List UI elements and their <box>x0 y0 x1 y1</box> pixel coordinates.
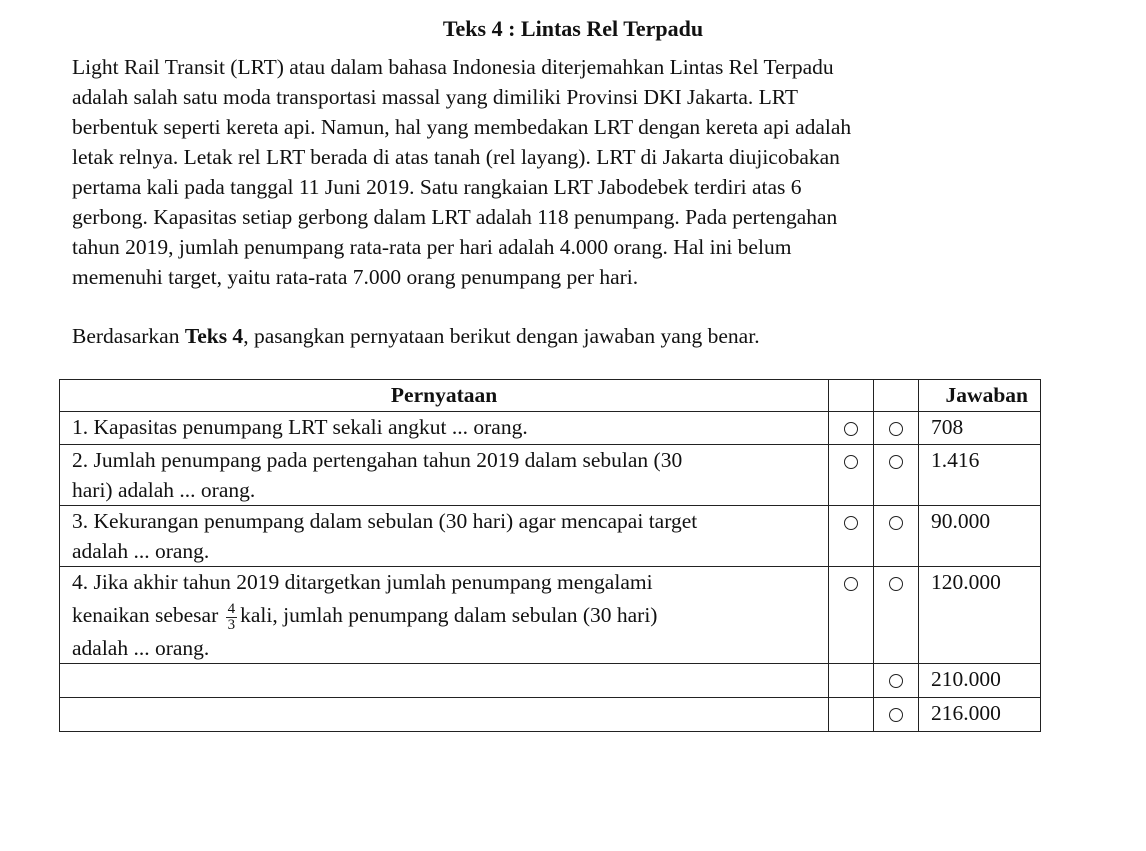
statement-dot-cell-empty <box>829 664 874 698</box>
answer-cell: 1.416 <box>919 445 1041 506</box>
statement-line: 2. Jumlah penumpang pada pertengahan tahun 2019 dalam sebulan (30 <box>72 448 683 472</box>
statement-line: 4. Jika akhir tahun 2019 ditargetkan jumlah penumpang mengalami <box>72 570 653 594</box>
statement-dot-cell <box>829 567 874 664</box>
answer-dot-cell <box>874 412 919 445</box>
instruction-bold: Teks 4 <box>184 324 244 348</box>
answer-match-dot[interactable] <box>889 516 903 530</box>
table-row <box>60 412 1041 445</box>
fraction-numerator: 4 <box>227 600 236 617</box>
answer-match-dot[interactable] <box>889 708 903 722</box>
statement-line <box>72 597 828 633</box>
instruction <box>72 321 760 351</box>
passage-line: Light Rail Transit (LRT) atau dalam bahasa Indonesia diterjemahkan Lintas Rel Terpadu <box>72 55 834 79</box>
statement-dot-cell <box>829 445 874 506</box>
table-header-row <box>60 380 1041 412</box>
statement-match-dot[interactable] <box>844 577 858 591</box>
answer-cell: 216.000 <box>919 698 1041 732</box>
fraction <box>226 602 238 633</box>
statement-dot-cell <box>829 506 874 567</box>
statement-match-dot[interactable] <box>844 455 858 469</box>
statement-dot-cell <box>829 412 874 445</box>
table-row <box>60 664 1041 698</box>
passage-line: memenuhi target, yaitu rata-rata 7.000 orang penumpang per hari. <box>72 265 639 289</box>
answer-match-dot[interactable] <box>889 674 903 688</box>
answer-match-dot[interactable] <box>889 422 903 436</box>
passage-line: letak relnya. Letak rel LRT berada di atas tanah (rel layang). LRT di Jakarta diujicobakan <box>72 145 840 169</box>
statement-fragment: kenaikan sebesar <box>72 603 219 627</box>
answer-cell: 120.000 <box>919 567 1041 664</box>
answer-dot-cell <box>874 445 919 506</box>
statement-match-dot[interactable] <box>844 422 858 436</box>
answer-match-dot[interactable] <box>889 455 903 469</box>
passage-line: gerbong. Kapasitas setiap gerbong dalam LRT adalah 118 penumpang. Pada pertengahan <box>72 205 838 229</box>
passage-line: tahun 2019, jumlah penumpang rata-rata per hari adalah 4.000 orang. Hal ini belum <box>72 235 792 259</box>
header-left-dot-col <box>829 380 874 412</box>
header-statement: Pernyataan <box>60 380 829 412</box>
statement-cell <box>60 412 829 445</box>
statement-line: 1. Kapasitas penumpang LRT sekali angkut ... orang. <box>72 415 528 439</box>
answer-cell: 90.000 <box>919 506 1041 567</box>
instruction-after: , pasangkan pernyataan berikut dengan jawaban yang benar. <box>243 324 760 348</box>
header-right-dot-col <box>874 380 919 412</box>
matching-table <box>59 379 1041 732</box>
table-row <box>60 506 1041 567</box>
answer-cell: 210.000 <box>919 664 1041 698</box>
statement-match-dot[interactable] <box>844 516 858 530</box>
answer-dot-cell <box>874 567 919 664</box>
statement-line: 3. Kekurangan penumpang dalam sebulan (30 hari) agar mencapai target <box>72 509 698 533</box>
table-row <box>60 698 1041 732</box>
statement-line: adalah ... orang. <box>72 539 210 563</box>
statement-line: hari) adalah ... orang. <box>72 478 256 502</box>
statement-fragment: kali, jumlah penumpang dalam sebulan (30 hari) <box>240 603 658 627</box>
table-row <box>60 567 1041 664</box>
statement-cell-empty <box>60 664 829 698</box>
answer-dot-cell <box>874 698 919 732</box>
statement-line: adalah ... orang. <box>72 636 210 660</box>
answer-dot-cell <box>874 664 919 698</box>
fraction-denominator: 3 <box>227 616 236 633</box>
answer-match-dot[interactable] <box>889 577 903 591</box>
instruction-before: Berdasarkan <box>72 324 185 348</box>
table-row <box>60 445 1041 506</box>
answer-cell: 708 <box>919 412 1041 445</box>
statement-dot-cell-empty <box>829 698 874 732</box>
statement-cell <box>60 445 829 506</box>
passage-line: adalah salah satu moda transportasi massal yang dimiliki Provinsi DKI Jakarta. LRT <box>72 85 798 109</box>
statement-cell <box>60 567 829 664</box>
answer-dot-cell <box>874 506 919 567</box>
page-title: Teks 4 : Lintas Rel Terpadu <box>442 16 704 41</box>
passage-line: pertama kali pada tanggal 11 Juni 2019. Satu rangkaian LRT Jabodebek terdiri atas 6 <box>72 175 802 199</box>
passage-line: berbentuk seperti kereta api. Namun, hal yang membedakan LRT dengan kereta api adalah <box>72 115 852 139</box>
statement-cell <box>60 506 829 567</box>
reading-passage <box>72 52 1072 292</box>
header-answer: Jawaban <box>919 380 1041 412</box>
statement-cell-empty <box>60 698 829 732</box>
